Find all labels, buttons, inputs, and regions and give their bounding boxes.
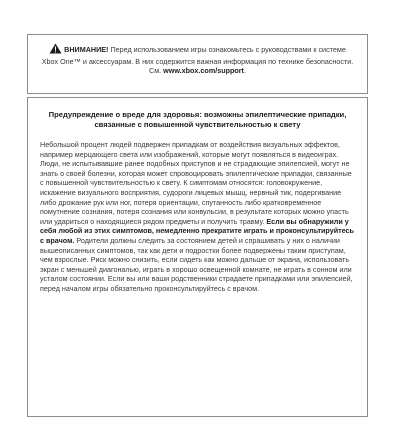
health-paragraph-1: Небольшой процент людей подвержен припадкам от воздействия визуальных эффектов, например мерцающего света или изображений, которые могут появляться в видеоиграх. Люди, не испытывавшие ранее подобных приступов и не страдающие эпилепсией, могут не знать о своей болезни, которая может спровоцировать эпилептические припадки, связанные с повышенной чувствительностью к свету. К симптомам относятся: головокружение, искажение визуального восприятия, судороги лицевых мышц, нервный тик, подергивание либо дрожание рук или ног, потеря ориентации, спутанность либо кратковременное помутнение сознания, потеря сознания или конвульсии, в результате которых можно упасть или удариться о находящиеся рядом предметы и получить травму. bbox=[40, 140, 352, 226]
health-warning-title: Предупреждение о вреде для здоровья: возможны эпилептические припадки, связанные с повышенной чувствительностью к свету bbox=[48, 110, 347, 129]
safety-warning-box bbox=[27, 34, 368, 94]
health-symptom-instruction: Если вы обнаружили у себя любой из этих симптомов, немедленно прекратите играть и проконсультируйтесь с врачом. bbox=[40, 216, 354, 245]
health-warning-body bbox=[40, 140, 355, 294]
health-warning-box bbox=[27, 97, 368, 417]
health-paragraph-2: Родители должны следить за состоянием детей и спрашивать у них о наличии вышеописанных симптомов, так как дети и подростки более подвержены таким приступам, чем взрослые. Риск можно снизить, если сидеть как можно дальше от экрана, использовать экран с меньшей диагональю, играть в хорошо освещенной комнате, не играть в сонном или усталом состоянии. Если вы или ваши родственники страдаете припадками или эпилепсией, перед началом игры обязательно проконсультируйтесь с врачом. bbox=[40, 235, 353, 293]
warning-triangle-icon bbox=[49, 43, 62, 57]
safety-warning-text bbox=[40, 43, 355, 76]
warning-end: . bbox=[243, 66, 246, 76]
support-link[interactable]: www.xbox.com/support bbox=[163, 66, 244, 76]
warning-label: ВНИМАНИЕ! bbox=[64, 45, 109, 54]
warning-message: Перед использованием игры ознакомьтесь с руководствами к системе Xbox One™ и аксессуарам. В них содержится важная информация по технике безопасности. См. bbox=[41, 45, 354, 76]
